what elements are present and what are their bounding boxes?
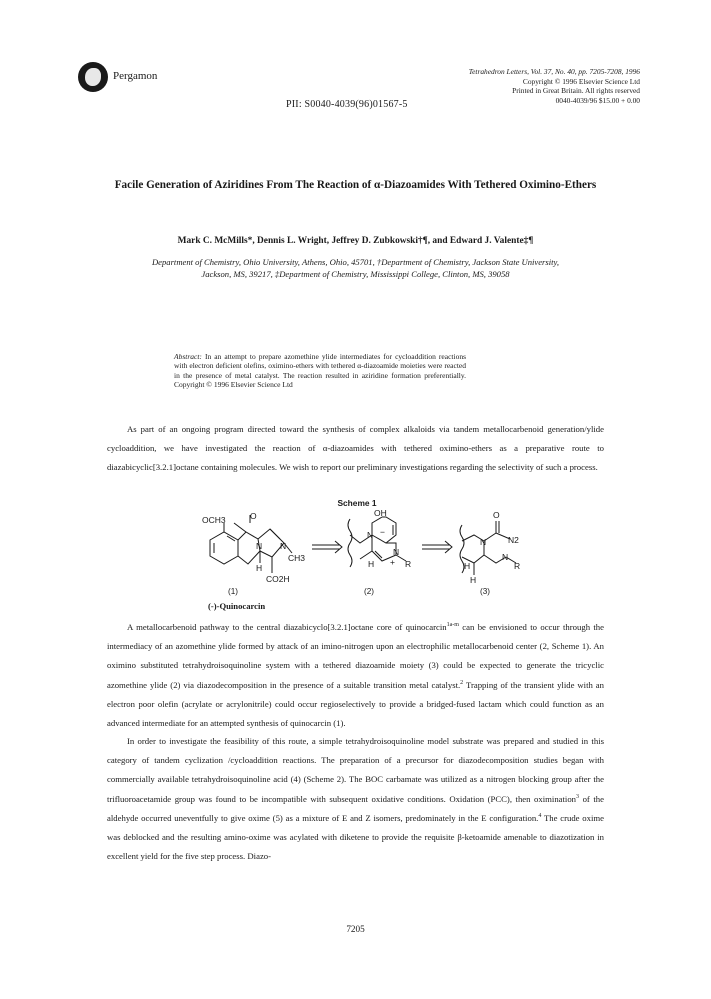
body-paragraph-1: As part of an ongoing program directed toward the synthesis of complex alkaloids via tandem metallocarbenoid generation/ylide cycloaddition, we have investigated the reaction of α-diazoamides with tethered oximino-ethers as a preparative route to diazabicyclic[3.2.1]octane containing molecules. We wish to report our preliminary investigations regarding the selectivity of such a process. bbox=[107, 424, 604, 473]
p3-text-c: The crude oxime was deblocked and the resulting amino-oxime was acylated with diketene to provide the requisite β-ketoamide amenable to diazotization in excellent yield for the five step process. Diazo- bbox=[107, 812, 605, 862]
copyright-line: Copyright © 1996 Elsevier Science Ltd bbox=[522, 76, 640, 86]
affiliation-line-2: Jackson, MS, 39217, ‡Department of Chemistry, Mississippi College, Clinton, MS, 39058 bbox=[201, 269, 510, 279]
atom-h3a: H bbox=[464, 561, 471, 571]
p2-text-c: Trapping of the transient ylide with an electron poor olefin (acrylate or acrylonitrile) could occur regioselectively to provide a bridged-fused lactam which could function as an advanced intermediate for an attempted synthesis of quinocarcin (1). bbox=[107, 679, 604, 729]
scheme-title: Scheme 1 bbox=[337, 498, 377, 508]
atom-n2-diazo: N2 bbox=[508, 535, 519, 545]
affiliation-line-1: Department of Chemistry, Ohio University, Athens, Ohio, 45701, †Department of Chemistry, Jackson State University, bbox=[151, 257, 560, 267]
atom-o3: O bbox=[493, 510, 500, 520]
abstract-label: Abstract: bbox=[174, 352, 202, 361]
journal-citation-block bbox=[469, 67, 640, 105]
atom-oh: OH bbox=[374, 508, 387, 518]
pergamon-logo-mark bbox=[85, 68, 101, 86]
compound-label-3: (3) bbox=[479, 587, 490, 596]
author-list: Mark C. McMills*, Dennis L. Wright, Jeffrey D. Zubkowski†¶, and Edward J. Valente‡¶ bbox=[177, 236, 534, 246]
p2-reference-1: 1a-m bbox=[446, 622, 459, 629]
article-title: Facile Generation of Aziridines From The Reaction of α-Diazoamides With Tethered Oximino-Ethers bbox=[114, 179, 597, 191]
journal-line: Tetrahedron Letters, Vol. 37, No. 40, pp. 7205-7208, 1996 bbox=[468, 67, 640, 76]
publisher-name: Pergamon bbox=[113, 70, 158, 82]
abstract bbox=[174, 352, 466, 390]
body-paragraph-3 bbox=[107, 732, 604, 866]
atom-n1b: N bbox=[280, 541, 287, 551]
price-line: 0040-4039/96 $15.00 + 0.00 bbox=[555, 95, 640, 105]
p3-text-b: of the aldehyde occurred uneventfully to give oxime (5) as a mixture of E and Z isomers, predominately in the E configuration. bbox=[107, 793, 604, 823]
atom-h3b: H bbox=[470, 575, 477, 585]
p2-text-a: A metallocarbenoid pathway to the central diazabicyclo[3.2.1]octane core of quinocarcin bbox=[127, 622, 447, 632]
affiliations bbox=[60, 256, 651, 280]
atom-och3: OCH3 bbox=[202, 515, 226, 525]
p2-text-b: can be envisioned to occur through the intermediacy of an azomethine ylide formed by attack of an imino-nitrogen upon an electrophilic metallocarbenoid center (2, Scheme 1). An oximino substituted tetrahydroisoquinoline system with a tethered diazoamide moiety (3) could be expected to generate the tricyclic azomethine ylide (2) via diazodecomposition in the presence of a suitable transition metal catalyst. bbox=[107, 622, 604, 690]
atom-n2b: N bbox=[393, 547, 400, 557]
pii-identifier: PII: S0040-4039(96)01567-5 bbox=[286, 99, 408, 110]
atom-n3: N bbox=[480, 537, 487, 547]
page-number: 7205 bbox=[346, 924, 365, 934]
atom-h1: H bbox=[256, 563, 263, 573]
abstract-text: In an attempt to prepare azomethine ylide intermediates for cycloaddition reactions with electron deficient olefins, oximino-ethers with tethered α-diazoamide moieties were reacted in the presence of metal catalyst. The reaction resulted in aziridine formation preferentially. Copyright © 1996 Elsevier Science Ltd bbox=[174, 352, 466, 390]
atom-plus: + bbox=[390, 557, 395, 567]
compound-name-quinocarcin: (-)-Quinocarcin bbox=[208, 601, 266, 611]
atom-co2h: CO2H bbox=[266, 574, 290, 584]
p3-reference-3: 3 bbox=[576, 793, 580, 800]
atom-minus: − bbox=[380, 527, 385, 537]
compound-label-2: (2) bbox=[363, 587, 374, 596]
compound-label-1: (1) bbox=[227, 587, 238, 596]
atom-r3: R bbox=[514, 561, 521, 571]
atom-o-ring: O bbox=[250, 511, 257, 521]
printed-line: Printed in Great Britain. All rights reserved bbox=[512, 86, 640, 96]
atom-ch3: CH3 bbox=[288, 553, 306, 563]
atom-h2: H bbox=[368, 559, 375, 569]
p3-text-a: In order to investigate the feasibility of this route, a simple tetrahydroisoquinoline model substrate was prepared and studied in this category of tandem cyclization /cycloaddition reactions. The preparation of a precursor for diazodecomposition studies began with commercially available tetrahydroisoquinoline acid (4) (Scheme 2). The BOC carbamate was utilized as a nitrogen blocking group after the trifluoroacetamide group was found to be incompatible with subsequent oxidative conditions. Oxidation (PCC), then oximination bbox=[107, 736, 604, 804]
atom-n3b: N bbox=[502, 552, 509, 562]
p3-reference-4: 4 bbox=[538, 812, 542, 819]
p2-reference-2: 2 bbox=[460, 679, 464, 686]
atom-n1: N bbox=[256, 541, 263, 551]
atom-r2: R bbox=[405, 559, 412, 569]
body-paragraph-2 bbox=[107, 618, 604, 733]
atom-n2: N bbox=[367, 530, 374, 540]
